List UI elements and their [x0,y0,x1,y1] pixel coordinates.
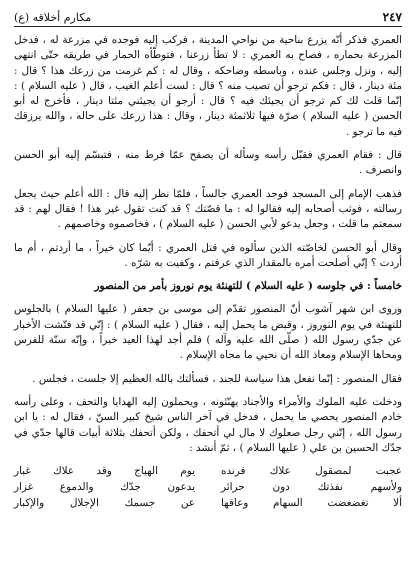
verse-line: عجبت لمصقول علاك فرنده [221,465,402,478]
running-title: مكارم أخلاقه (ع) [14,11,92,24]
paragraph: ودخلت عليه الملوك والأمراء والأجناد يهنّئونه ، ويحملون إليه الهدايا والتحف ، وعلى رأسه خادم المنصور يحصي ما يحمل ، فدخل في آخر الناس شيخ كبير السنّ ، فقال له : يا ابن رسول الله ، إنّني رجل صعلوك لا مال لي أتحفك ، ولكن أتحفك بثلاثة أبيات قالها جدّي في جدّك الحسين بن علي ( عليها السلام ) ، ثمّ أنشد : [14,395,402,454]
verse-line: يدعون جدّك والدموع غزار [14,481,195,494]
paragraph: فقال المنصور : إنّما نفعل هذا سياسة للجند ، فسألتك بالله العظيم إلا جلست ، فجلس . [32,372,402,385]
page-header [14,6,402,24]
paragraph: وقال أبو الحسن لخاصّته الذين سألوه في قتل العمري : أيّما كان خيراً ، ما أردتم ، أم ما أردت ؟ إنّي أصلحت أمره بالمقدار الذي عرفتم ، وكفيت به شرّه . [14,241,402,269]
header-rule [14,26,402,27]
paragraph: وروى ابن شهر آشوب أنّ المنصور تقدّم إلى موسى بن جعفر ( عليها السلام ) بالجلوس للتهنئة في يوم النوروز ، وقبض ما يحمل إليه ، فقال ( عليه السلام ) : إنّي قد فتّشت الأخبار عن جدّي رسول الله ( صلّى الله عليه وآله ) فلم أجد لهذا العيد خبراً ، وإنّه سنّة للفرس ومحاها الإسلام ومعاذ الله أن نحيي ما محاه الإسلام . [14,303,402,362]
verse-line: عن جسمك الإجلال والإكبار [14,497,195,510]
paragraph: قال : فقام العمري فقبّل رأسه وسأله أن يصفح عمّا فرط منه ، فتبسّم إليه أبو الحسن وانصرف . [14,149,402,177]
verse-line: ولأسهم نفذتك دون حرائر [221,481,402,494]
page-number: ٢٤٧ [382,10,402,24]
verse-line: ألا تغضغضت السهام وعاقها [221,497,402,510]
paragraph: فذهب الإمام إلى المسجد فوجد العمري جالساً ، فلمّا نظر إليه قال : الله أعلم حيث يجعل رسالته ، فوثب أصحابه إليه فقالوا له : ما قصّتك ؟ قد كنت تقول غير هذا ! فقال لهم : قد سمعتم ما قلت ، وجعل يدعو لأبي الحسن ( عليه السلام ) ، فخاصموه وخاصمهم . [14,187,402,231]
section-heading: خامساً : في جلوسه ( عليه السلام ) للتهنئة يوم نوروز بأمر من المنصور [94,280,402,293]
poem-verses [14,464,402,511]
paragraph: العمري فذكر أنّه يزرع بناحية من نواحي المدينة ، فركب إليه فوجده في مزرعة له ، فدخل المزرعة بحماره ، فصاح به العمري : لا تطأ زرعنا ، فتوطّأه الحمار في طريقه حتّى انتهى إليه ، ونزل وجلس عنده ، وباسطه وضاحكه ، وقال له : كم غرمت من زرعك هذا ؟ قال : مئة دينار ، قال : فكم ترجو أن تصيب منه ؟ قال : لست أعلم الغيب ، قال ( عليه السلام ) : إنّما قلت لك كم ترجو أن يجيئك فيه ؟ قال : أرجو أن يجيئني مئتا دينار ، فأخرج له أبو الحسن ( عليه السلام ) صرّة فيها ثلاثمئة دينار ، وقال : هذا زرعك على حاله ، والله يرزقك فيه ما ترجو . [14,34,402,138]
verse-line: يوم الهياج وقد علاك غبار [14,465,195,478]
